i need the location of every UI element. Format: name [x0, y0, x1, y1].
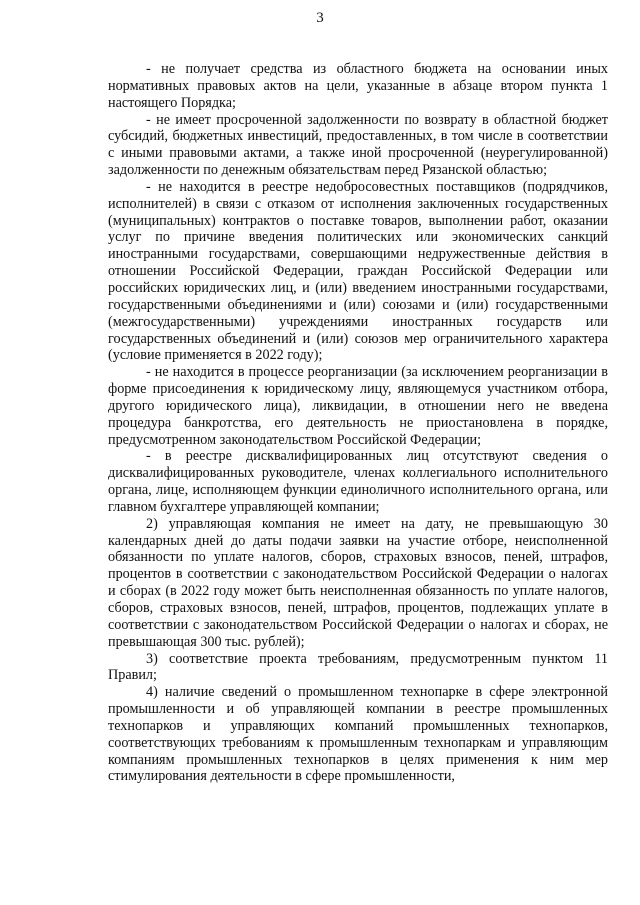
- paragraph-item-4-technopark-registry: 4) наличие сведений о промышленном технопарке в сфере электронной промышленности и об управляющей компании в реестре промышленных технопарков и управляющих компаний промышленных технопарков, соответствующих требованиям к промышленным технопаркам и управляющим компаниям промышленных технопарков в целях применения к ним мер стимулирования деятельности в сфере промышленности,: [108, 684, 608, 785]
- paragraph-item-2-no-tax-debt: 2) управляющая компания не имеет на дату, не превышающую 30 календарных дней до даты подачи заявки на участие отборе, неисполненной обязанности по уплате налогов, сборов, страховых взносов, пеней, штрафов, процентов в соответствии с законодательством Российской Федерации о налогах и сборах (в 2022 году может быть неисполненная обязанность по уплате налогов, сборов, страховых взносов, пеней, штрафов, процентов, подлежащих уплате в соответствии с законодательством Российской Федерации о налогах и сборах, не превышающая 300 тыс. рублей);: [108, 515, 608, 650]
- page-number: 3: [316, 10, 324, 26]
- paragraph-not-receiving-budget-funds: - не получает средства из областного бюджета на основании иных нормативных правовых актов на цели, указанные в абзаце втором пункта 1 настоящего Порядка;: [108, 61, 608, 111]
- paragraph-no-disqualified-persons: - в реестре дисквалифицированных лиц отсутствуют сведения о дисквалифицированных руководителе, членах коллегиального исполнительного органа, лице, исполняющем функции единоличного исполнительного органа, или главном бухгалтере управляющей компании;: [108, 448, 608, 515]
- paragraph-not-in-reorganization: - не находится в процессе реорганизации (за исключением реорганизации в форме присоединения к юридическому лицу, являющемуся участником отбора, другого юридического лица), ликвидации, в отношении него не введена процедура банкротства, его деятельность не приостановлена в порядке, предусмотренном законодательством Российской Федерации;: [108, 364, 608, 448]
- document-body: [108, 61, 608, 785]
- paragraph-item-3-project-compliance: 3) соответствие проекта требованиям, предусмотренным пунктом 11 Правил;: [108, 650, 608, 684]
- paragraph-not-in-unfair-suppliers-registry: - не находится в реестре недобросовестных поставщиков (подрядчиков, исполнителей) в связи с отказом от исполнения заключенных государственных (муниципальных) контрактов о поставке товаров, выполнении работ, оказании услуг по причине введения политических или экономических санкций иностранными государствами, совершающими недружественные действия в отношении Российской Федерации, граждан Российской Федерации или российских юридических лиц, и (или) введением иностранными государствами, государственными объединениями и (или) союзами и (или) государственными (межгосударственными) учреждениями иностранных государств или государственных объединений и (или) союзов мер ограничительного характера (условие применяется в 2022 году);: [108, 178, 608, 364]
- paragraph-no-overdue-debt: - не имеет просроченной задолженности по возврату в областной бюджет субсидий, бюджетных инвестиций, предоставленных, в том числе в соответствии с иными правовыми актами, а также иной просроченной (неурегулированной) задолженности по денежным обязательствам перед Рязанской областью;: [108, 111, 608, 179]
